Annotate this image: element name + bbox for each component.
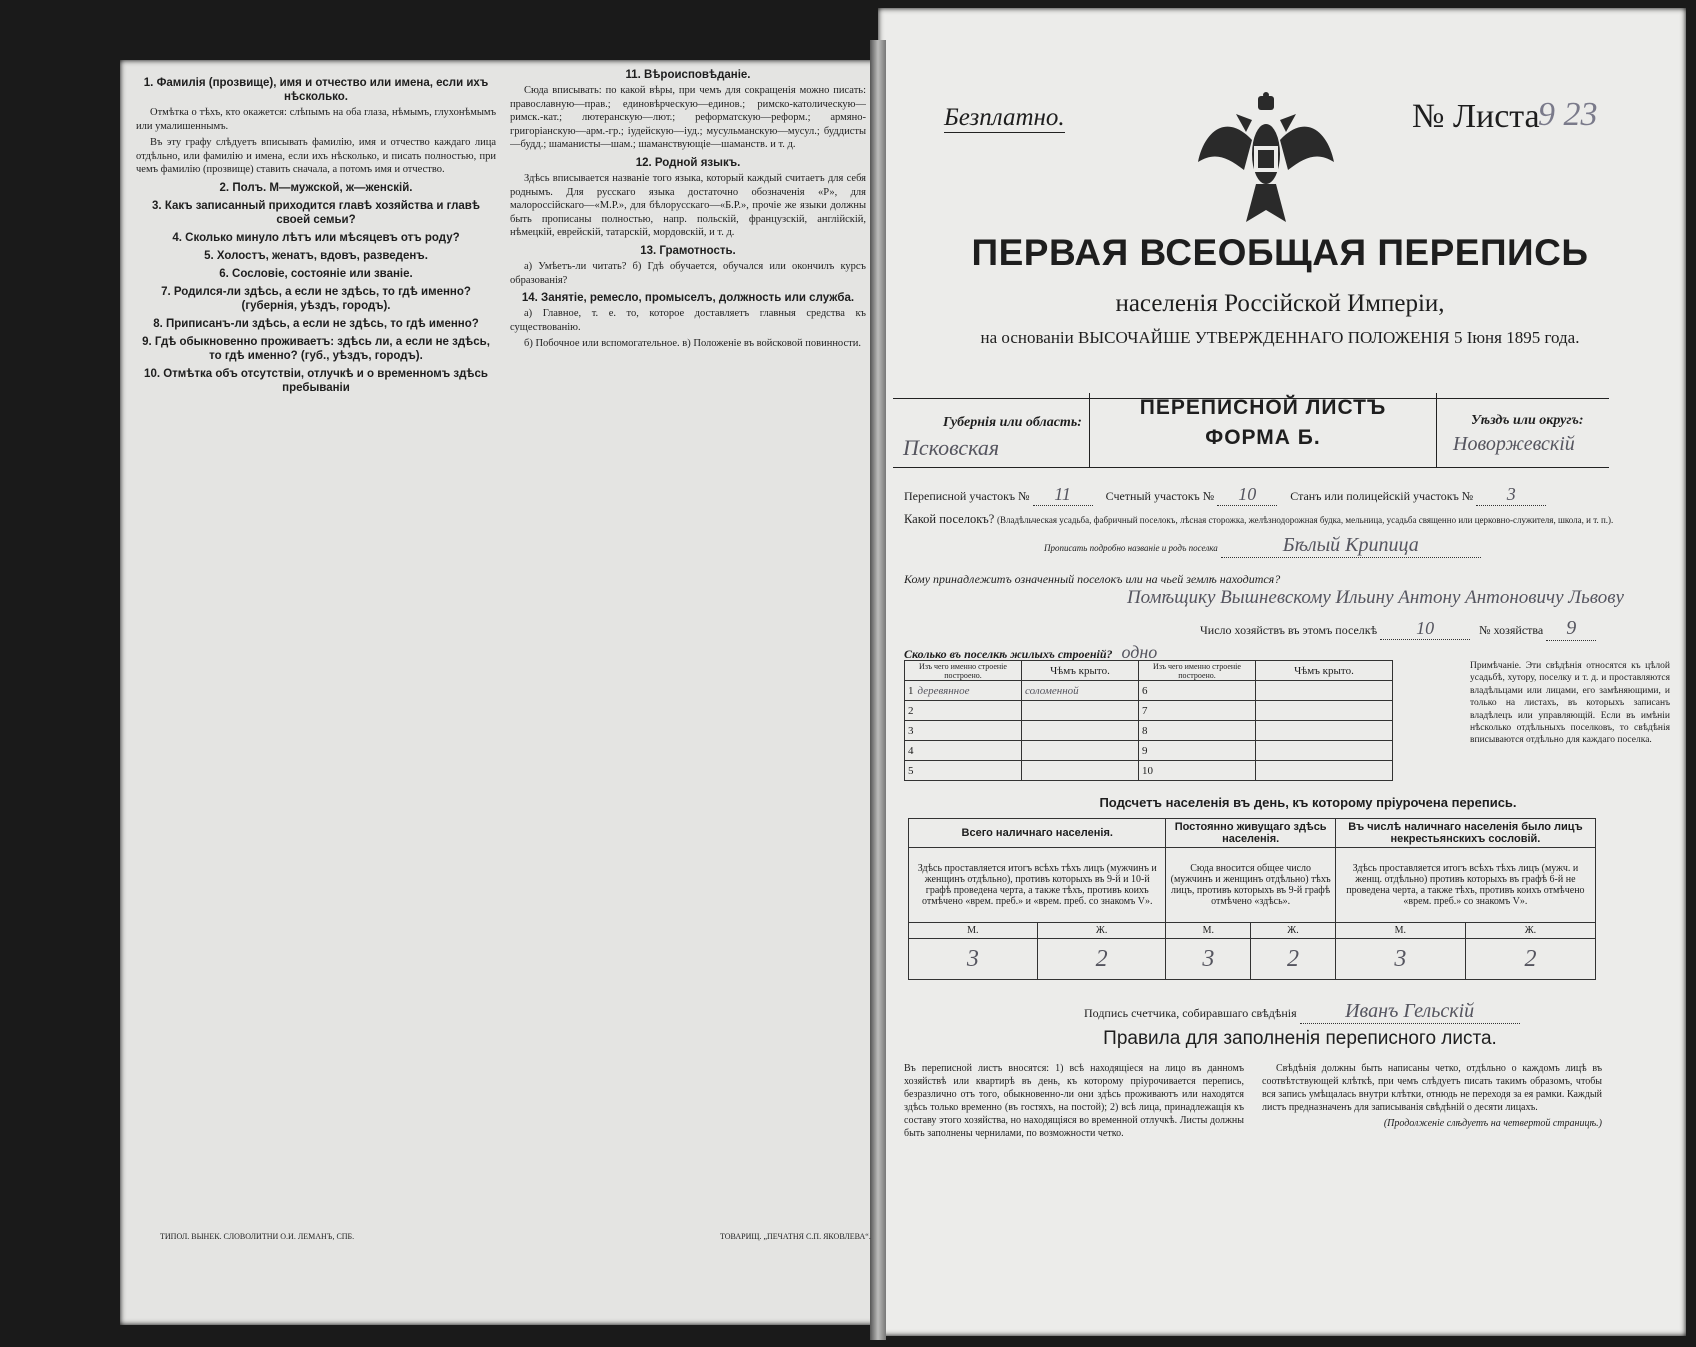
buildings-roof-2 — [1256, 761, 1393, 781]
c2-paragraph: Сюда вписывать: по какой вѣры, при чемъ для сокращенія можно писать: православную—прав.; единовѣрческую—единов.; римско-католическую—римск.-кат.; лютеранскую—лют.; реформатскую—реформ.; армяно-григоріанскую—арм.-гр.; іудейскую—іуд.; мусульманскую—мусул.; буддисты—будд.; шаманисты—шам.; шаманствующіе—шаманств. и т. д. — [510, 85, 866, 151]
c1-heading: 4. Сколько минуло лѣтъ или мѣсяцевъ отъ роду? — [172, 231, 460, 244]
rules-right-text: Свѣдѣнія должны быть написаны четко, отдѣльно о каждомъ лицѣ въ соотвѣтствующей клѣткѣ, при чемъ слѣдуетъ писать такимъ образомъ, чтобы вся запись умѣщалась внутри клѣтки, отнюдь не переходя за ея рамки. Каждый листъ предназначенъ для записыванія свѣдѣній о десяти лицахъ. — [1262, 1063, 1602, 1113]
c1-heading: 7. Родился-ли здѣсь, а если не здѣсь, то гдѣ именно? (губернія, уѣздъ, городъ). — [161, 285, 471, 312]
pop-value: 2 — [1465, 939, 1595, 980]
c1-heading: 10. Отмѣтка объ отсутствіи, отлучкѣ и о временномъ здѣсь пребываніи — [144, 367, 488, 394]
signature-value: Иванъ Гельскій — [1300, 1000, 1520, 1024]
buildings-material-cell — [905, 741, 1022, 761]
buildings-row-number-2: 8 — [1139, 721, 1256, 741]
buildings-row — [905, 721, 1393, 741]
imperial-eagle-emblem — [1196, 92, 1336, 234]
c2-heading: 13. Грамотность. — [640, 244, 736, 257]
c1-heading: 1. Фамилія (прозвище), имя и отчество или имена, если ихъ нѣсколько. — [143, 77, 489, 103]
buildings-material-cell — [905, 761, 1022, 781]
buildings-row-number: 3 — [908, 724, 914, 737]
province-value: Псковская — [903, 435, 1000, 460]
household-no-label: № хозяйства — [1479, 623, 1544, 637]
c1-heading: 5. Холостъ, женатъ, вдовъ, разведенъ. — [204, 249, 428, 262]
pop-group-nonpeasant: Въ числѣ наличнаго населенія было лицъ некрестьянскихъ сословій. — [1335, 819, 1595, 848]
households-row — [1200, 617, 1596, 641]
pop-f-label: Ж. — [1251, 923, 1336, 939]
buildings-row-number-2: 10 — [1139, 761, 1256, 781]
pop-value: 3 — [909, 939, 1038, 980]
buildings-roof-2 — [1256, 741, 1393, 761]
form-subtitle: ФОРМА Б. — [1205, 426, 1321, 449]
instructions-column-2 — [510, 64, 866, 1174]
printer-footer-left: ТИПОЛ. ВЫНЕК. СЛОВОЛИТНИ О.И. ЛЕМАНЪ, СПБ. — [160, 1232, 355, 1241]
c1-heading: 9. Гдѣ обыкновенно проживаетъ: здѣсь ли, а если не здѣсь, то гдѣ именно? (губ., уѣздъ, городъ). — [142, 335, 490, 362]
instructions-column-1 — [136, 72, 496, 1172]
buildings-roof — [1022, 701, 1139, 721]
settlement-value: Бѣлый Крипица — [1221, 534, 1481, 558]
pop-value: 3 — [1166, 939, 1251, 980]
buildings-roof — [1022, 721, 1139, 741]
c1-heading: 2. Полъ. М—мужской, ж—женскій. — [219, 181, 413, 194]
census-basis: на основаніи ВЫСОЧАЙШЕ УТВЕРЖДЕННАГО ПОЛОЖЕНІЯ 5 Іюня 1895 года. — [980, 328, 1580, 347]
buildings-roof: соломенной — [1022, 681, 1139, 701]
c1-paragraph: Въ эту графу слѣдуетъ вписывать фамилію, имя и отчество каждаго лица отдѣльно, или фамилію и имена, если ихъ нѣсколько, и писать полностью, при чемъ фамилію (прозвище) ставить сначала, а потомъ имя и отчество. — [136, 137, 496, 176]
buildings-head-roof-2: Чѣмъ крыто. — [1256, 661, 1393, 681]
households-value: 10 — [1380, 618, 1470, 640]
printer-footer-right: ТОВАРИЩ. „ПЕЧАТНЯ С.П. ЯКОВЛЕВА“. — [720, 1232, 871, 1241]
district-label: Уѣздъ или округъ: — [1471, 413, 1584, 428]
census-title: ПЕРВАЯ ВСЕОБЩАЯ ПЕРЕПИСЬ — [971, 232, 1589, 273]
census-district-label: Переписной участокъ № — [904, 489, 1030, 503]
census-district-value: 11 — [1033, 484, 1093, 506]
buildings-row — [905, 681, 1393, 701]
signature-row — [1084, 1000, 1520, 1024]
c2-heading: 11. Вѣроисповѣданіе. — [625, 69, 751, 81]
buildings-roof-2 — [1256, 681, 1393, 701]
buildings-table — [904, 660, 1393, 781]
c1-heading: 8. Приписанъ-ли здѣсь, а если не здѣсь, то гдѣ именно? — [153, 317, 479, 330]
pop-desc-nonpeasant: Здѣсь проставляется итогъ всѣхъ тѣхъ лицъ (мужч. и женщ. отдѣльно) противъ которыхъ въ графѣ 6-й не проведена черта, а также тѣхъ, противъ коихъ отмѣчено «врем. преб.» со знакомъ V». — [1335, 848, 1595, 923]
buildings-row-number: 4 — [908, 744, 914, 757]
rules-title: Правила для заполненія переписного листа. — [1103, 1028, 1497, 1049]
pop-f-label: Ж. — [1037, 923, 1166, 939]
pop-desc-permanent: Сюда вносится общее число (мужчинъ и женщинъ отдѣльно) тѣхъ лицъ, противъ которыхъ въ 9-й графѣ отмѣчено «здѣсь». — [1166, 848, 1335, 923]
settlement-hint2: Прописать подробно названіе и родъ поселка — [1044, 543, 1218, 553]
households-label: Число хозяйствъ въ этомъ поселкѣ — [1200, 623, 1378, 637]
pop-m-label: М. — [909, 923, 1038, 939]
province-label: Губернія или область: — [943, 415, 1082, 430]
district-value: Новоржевскій — [1453, 433, 1575, 455]
buildings-row-number-2: 9 — [1139, 741, 1256, 761]
form-title: ПЕРЕПИСНОЙ ЛИСТЪ — [1139, 396, 1387, 419]
settlement-hint: (Владѣльческая усадьба, фабричный поселокъ, лѣсная сторожка, желѣзнодорожная будка, мельница, усадьба священно или церковно-служителя, школа, и т. п.). — [997, 515, 1614, 525]
buildings-label: Сколько въ поселкѣ жилыхъ строеній? — [904, 647, 1113, 661]
c2-paragraph: Здѣсь вписывается названіе того языка, который каждый считаетъ для себя роднымъ. Для русскаго языка достаточно обозначенія «Р», для малороссійскаго—«М.Р.», для бѣлорусскаго—«Б.Р.», прочіе же языки должны быть прописаны полностью, напр. польскій, французскій, англійскій, нѣмецкій, еврейскій, татарскій, мордовскій, и т. д. — [510, 172, 866, 239]
sheet-number-value: 9 23 — [1538, 96, 1598, 133]
pop-group-permanent: Постоянно живущаго здѣсь населенія. — [1166, 819, 1335, 848]
population-table — [908, 818, 1596, 980]
buildings-row-number: 2 — [908, 704, 914, 717]
pop-m-label: М. — [1166, 923, 1251, 939]
district-numbers-row — [904, 484, 1546, 506]
owner-value: Помѣщику Вышневскому Ильину Антону Антоновичу Львову — [1126, 587, 1624, 608]
stan-label: Станъ или полицейскій участокъ № — [1290, 489, 1474, 503]
buildings-note: Примѣчаніе. Эти свѣдѣнія относятся къ цѣлой усадьбѣ, хутору, поселку и т. д. и проставляются владѣльцами или лицами, его замѣняющими, и только на листахъ, въ которыхъ записанъ владѣлецъ или управляющій. Если въ имѣніи нѣсколько отдѣльныхъ поселковъ, то свѣдѣнія вписываются отдѣльно для каждаго поселка. — [1470, 661, 1670, 746]
buildings-material-cell — [905, 681, 1022, 701]
c2-paragraph: а) Умѣетъ-ли читать? б) Гдѣ обучается, обучался или окончилъ курсъ образованія? — [510, 260, 866, 286]
buildings-head-roof: Чѣмъ крыто. — [1022, 661, 1139, 681]
settlement-row — [904, 512, 1613, 527]
pop-value: 2 — [1037, 939, 1166, 980]
book-gutter — [870, 40, 886, 1340]
buildings-row — [905, 761, 1393, 781]
census-subtitle: населенія Россійской Имперіи, — [1115, 290, 1445, 317]
buildings-row-number-2: 6 — [1139, 681, 1256, 701]
buildings-material-cell — [905, 721, 1022, 741]
buildings-roof — [1022, 761, 1139, 781]
buildings-head-material-2: Изъ чего именно строеніе построено. — [1139, 661, 1256, 681]
c1-heading: 6. Сословіе, состояніе или званіе. — [219, 267, 413, 280]
buildings-row — [905, 741, 1393, 761]
count-district-label: Счетный участокъ № — [1105, 489, 1215, 503]
rules-column-left: Въ переписной листъ вносятся: 1) всѣ находящіеся на лицо въ данномъ хозяйствѣ или квартирѣ въ день, къ которому пріурочивается перепись, безразлично отъ того, обыкновенно-ли они здѣсь проживаютъ или находятся здѣсь только временно (въ гостяхъ, на постой); 2) всѣ лица, принадлежащія къ составу этого хозяйства, но находящіяся во временной отлучкѣ. Листы должны быть заполнены чернилами, по возможности четко. — [904, 1063, 1244, 1139]
buildings-head-material: Изъ чего именно строеніе построено. — [905, 661, 1022, 681]
sheet-number-label: № Листа — [1412, 98, 1540, 135]
c1-heading: 3. Какъ записанный приходится главѣ хозяйства и главѣ своей семьи? — [152, 199, 480, 226]
buildings-row-number: 5 — [908, 764, 914, 777]
owner-label: Кому принадлежитъ означенный поселокъ или на чьей землѣ находится? — [904, 572, 1281, 586]
signature-label: Подпись счетчика, собиравшаго свѣдѣнія — [1084, 1006, 1297, 1020]
pop-desc-total: Здѣсь проставляется итогъ всѣхъ тѣхъ лицъ (мужчинъ и женщинъ отдѣльно), противъ которыхъ въ 9-й и 10-й графѣ проведена черта, а также тѣхъ, противъ коихъ отмѣчено «врем. преб.» и «врем. преб. со знакомъ V». — [909, 848, 1166, 923]
buildings-row — [905, 701, 1393, 721]
household-no-value: 9 — [1546, 617, 1596, 641]
count-district-value: 10 — [1217, 484, 1277, 506]
pop-value: 2 — [1251, 939, 1336, 980]
settlement-label: Какой поселокъ? — [904, 512, 995, 526]
rules-footnote: (Продолженіе слѣдуетъ на четвертой страницѣ.) — [1383, 1118, 1602, 1129]
owner-row — [904, 572, 1280, 587]
settlement-value-row — [904, 534, 1481, 558]
pop-group-total: Всего наличнаго населенія. — [909, 819, 1166, 848]
form-title-box — [1089, 393, 1437, 467]
c1-paragraph: Отмѣтка о тѣхъ, кто окажется: слѣпымъ на оба глаза, нѣмымъ, глухонѣмымъ или умалишеннымъ. — [136, 107, 496, 132]
buildings-roof-2 — [1256, 721, 1393, 741]
buildings-value: одно — [1121, 642, 1158, 662]
free-label: Безплатно. — [944, 104, 1065, 131]
buildings-row-number: 1 — [908, 684, 914, 697]
stan-value: 3 — [1476, 484, 1546, 506]
buildings-material-cell — [905, 701, 1022, 721]
buildings-material: деревянное — [917, 684, 970, 697]
form-header-box — [893, 398, 1609, 468]
pop-f-label: Ж. — [1465, 923, 1595, 939]
pop-value: 3 — [1335, 939, 1465, 980]
rules-column-right — [1262, 1062, 1602, 1133]
buildings-row-number-2: 7 — [1139, 701, 1256, 721]
pop-m-label: М. — [1335, 923, 1465, 939]
c2-heading: 12. Родной языкъ. — [635, 156, 741, 169]
buildings-roof-2 — [1256, 701, 1393, 721]
c2-heading: 14. Занятіе, ремесло, промыселъ, должность или служба. — [521, 292, 855, 305]
buildings-roof — [1022, 741, 1139, 761]
c2-paragraph: а) Главное, т. е. то, которое доставляетъ главныя средства къ существованію. — [510, 308, 866, 333]
c2-paragraph: б) Побочное или вспомогательное. в) Положеніе въ войсковой повинности. — [524, 338, 861, 350]
population-title: Подсчетъ населенія въ день, къ которому пріурочена перепись. — [1099, 795, 1517, 810]
